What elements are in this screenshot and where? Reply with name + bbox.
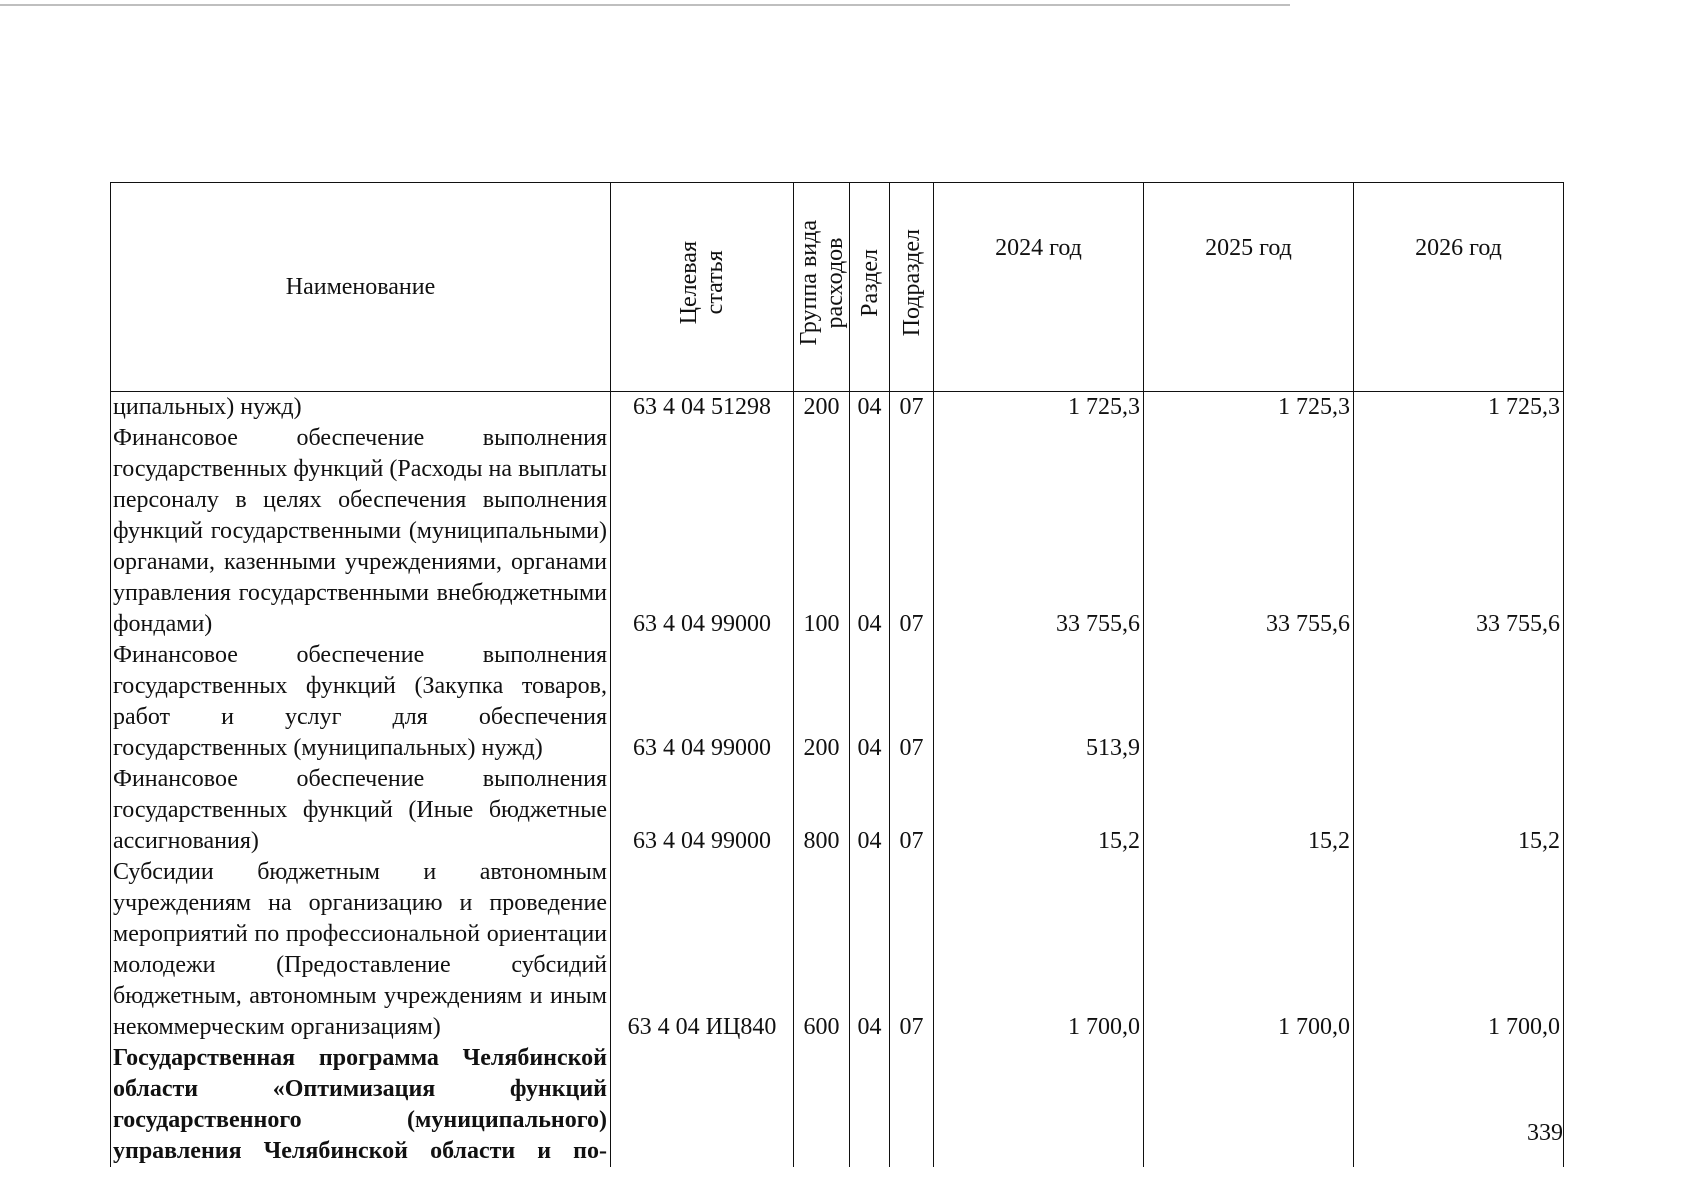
row-name: Финансовое обеспечение выполнения государственных функций (Расходы на выплаты персоналу в целях обеспечения выполнения функций государственными (муниципальными) органами, казенными учреждениями, органами управления государственными внебюджетными фондами) bbox=[111, 423, 611, 640]
row-target-article: 63 4 04 99000 bbox=[611, 640, 794, 764]
row-2026: 1 725,3 bbox=[1354, 392, 1564, 424]
row-subsection: 07 bbox=[890, 857, 934, 1043]
row-expense-group: 100 bbox=[794, 423, 850, 640]
row-2025: 33 755,6 bbox=[1144, 423, 1354, 640]
table-row bbox=[111, 392, 1564, 424]
row-subsection: 07 bbox=[890, 764, 934, 857]
row-subsection bbox=[890, 1043, 934, 1167]
header-expense-group: Группа вида расходов bbox=[794, 183, 850, 392]
row-section: 04 bbox=[850, 764, 890, 857]
row-name: Субсидии бюджетным и автономным учреждениям на организацию и проведение мероприятий по профессиональной ориентации молодежи (Предоставление субсидий бюджетным, автономным учреждениям и иным некоммерческим организациям) bbox=[111, 857, 611, 1043]
header-2026: 2026 год bbox=[1354, 183, 1564, 392]
header-name: Наименование bbox=[111, 183, 611, 392]
row-name: Государственная программа Челябинской области «Оптимизация функций государственного (муниципального) управления Челябинской области и по- bbox=[111, 1043, 611, 1167]
row-name: Финансовое обеспечение выполнения государственных функций (Закупка товаров, работ и услуг для обеспечения государственных (муниципальных) нужд) bbox=[111, 640, 611, 764]
row-2024: 1 700,0 bbox=[934, 857, 1144, 1043]
row-expense-group: 800 bbox=[794, 764, 850, 857]
row-expense-group: 200 bbox=[794, 640, 850, 764]
table-row bbox=[111, 764, 1564, 857]
row-2025: 1 725,3 bbox=[1144, 392, 1354, 424]
row-2024: 1 725,3 bbox=[934, 392, 1144, 424]
header-subsection: Подраздел bbox=[890, 183, 934, 392]
table-row bbox=[111, 423, 1564, 640]
row-section: 04 bbox=[850, 640, 890, 764]
row-name: Финансовое обеспечение выполнения государственных функций (Иные бюджетные ассигнования) bbox=[111, 764, 611, 857]
row-target-article: 63 4 04 ИЦ840 bbox=[611, 857, 794, 1043]
header-target-article: Целевая статья bbox=[611, 183, 794, 392]
row-2026: 15,2 bbox=[1354, 764, 1564, 857]
row-section: 04 bbox=[850, 857, 890, 1043]
row-2026 bbox=[1354, 1043, 1564, 1167]
row-expense-group bbox=[794, 1043, 850, 1167]
row-expense-group: 200 bbox=[794, 392, 850, 424]
row-2024 bbox=[934, 1043, 1144, 1167]
row-2026 bbox=[1354, 640, 1564, 764]
table-row bbox=[111, 857, 1564, 1043]
row-expense-group: 600 bbox=[794, 857, 850, 1043]
row-section: 04 bbox=[850, 392, 890, 424]
scan-edge-line bbox=[0, 4, 1290, 6]
row-subsection: 07 bbox=[890, 423, 934, 640]
table-row bbox=[111, 640, 1564, 764]
row-2026: 1 700,0 bbox=[1354, 857, 1564, 1043]
row-target-article: 63 4 04 99000 bbox=[611, 423, 794, 640]
header-section: Раздел bbox=[850, 183, 890, 392]
table-row bbox=[111, 1043, 1564, 1167]
row-subsection: 07 bbox=[890, 640, 934, 764]
header-2025: 2025 год bbox=[1144, 183, 1354, 392]
row-2025: 1 700,0 bbox=[1144, 857, 1354, 1043]
row-target-article: 63 4 04 51298 bbox=[611, 392, 794, 424]
row-target-article: 63 4 04 99000 bbox=[611, 764, 794, 857]
row-section bbox=[850, 1043, 890, 1167]
page-number: 339 bbox=[1527, 1120, 1563, 1146]
row-section: 04 bbox=[850, 423, 890, 640]
row-name: ципальных) нужд) bbox=[111, 392, 611, 424]
row-2025 bbox=[1144, 1043, 1354, 1167]
budget-table bbox=[110, 182, 1564, 1167]
row-subsection: 07 bbox=[890, 392, 934, 424]
row-target-article bbox=[611, 1043, 794, 1167]
table-header-row bbox=[111, 183, 1564, 392]
row-2024: 15,2 bbox=[934, 764, 1144, 857]
row-2025 bbox=[1144, 640, 1354, 764]
header-2024: 2024 год bbox=[934, 183, 1144, 392]
row-2024: 513,9 bbox=[934, 640, 1144, 764]
row-2024: 33 755,6 bbox=[934, 423, 1144, 640]
row-2026: 33 755,6 bbox=[1354, 423, 1564, 640]
row-2025: 15,2 bbox=[1144, 764, 1354, 857]
